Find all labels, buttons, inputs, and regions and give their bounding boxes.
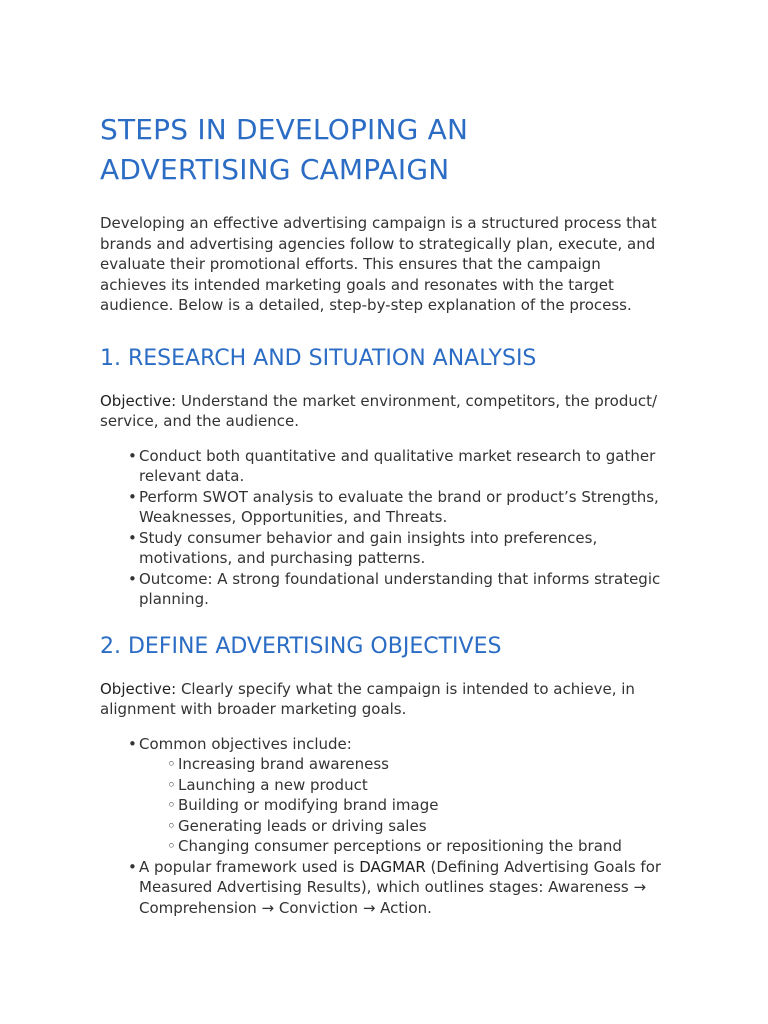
title-line-2: ADVERTISING CAMPAIGN bbox=[100, 153, 450, 186]
objective-label: Objective: bbox=[100, 679, 177, 698]
section-research-bullet-list bbox=[100, 446, 668, 610]
section-objectives-objective bbox=[100, 679, 668, 720]
list-item-text: Common objectives include: bbox=[139, 734, 352, 753]
list-item bbox=[128, 857, 668, 919]
list-item: • Outcome: A strong foundational understanding that informs strategic planning. bbox=[128, 569, 668, 610]
list-item-suffix: (Defining Advertising Goals for Measured Advertising Results), which outlines stages: Awareness → Comprehension → Conviction → Action. bbox=[139, 857, 662, 917]
sub-list-item: ◦ Building or modifying brand image bbox=[167, 795, 668, 816]
objective-text: Understand the market environment, competitors, the product/ service, and the audience. bbox=[100, 391, 658, 430]
list-item: • Conduct both quantitative and qualitative market research to gather relevant data. bbox=[128, 446, 668, 487]
common-objectives-sublist bbox=[139, 754, 668, 857]
sub-list-item: ◦ Generating leads or driving sales bbox=[167, 816, 668, 837]
section-objectives-bullet-list bbox=[100, 734, 668, 919]
list-item-prefix: A popular framework used is bbox=[139, 857, 360, 876]
sub-list-item: ◦ Increasing brand awareness bbox=[167, 754, 668, 775]
list-item: • Perform SWOT analysis to evaluate the brand or product’s Strengths, Weaknesses, Opportunities, and Threats. bbox=[128, 487, 668, 528]
objective-label: Objective: bbox=[100, 391, 177, 410]
list-item: • Study consumer behavior and gain insights into preferences, motivations, and purchasing patterns. bbox=[128, 528, 668, 569]
document-title bbox=[100, 110, 668, 190]
list-item bbox=[128, 734, 668, 857]
sub-list-item: ◦ Launching a new product bbox=[167, 775, 668, 796]
intro-paragraph: Developing an effective advertising campaign is a structured process that brands and advertising agencies follow to strategically plan, execute, and evaluate their promotional efforts. This ensures that the campaign achieves its intended marketing goals and resonates with the target audience. Below is a detailed, step-by-step explanation of the process. bbox=[100, 214, 657, 314]
sub-list-item: ◦ Changing consumer perceptions or repositioning the brand bbox=[167, 836, 668, 857]
section-heading-objectives: 2. DEFINE ADVERTISING OBJECTIVES bbox=[100, 633, 502, 659]
title-line-1: STEPS IN DEVELOPING AN bbox=[100, 113, 469, 146]
section-research-objective bbox=[100, 391, 668, 432]
dagmar-term: DAGMAR bbox=[359, 857, 426, 876]
section-heading-research: 1. RESEARCH AND SITUATION ANALYSIS bbox=[100, 345, 537, 371]
objective-text: Clearly specify what the campaign is intended to achieve, in alignment with broader marketing goals. bbox=[100, 679, 635, 718]
